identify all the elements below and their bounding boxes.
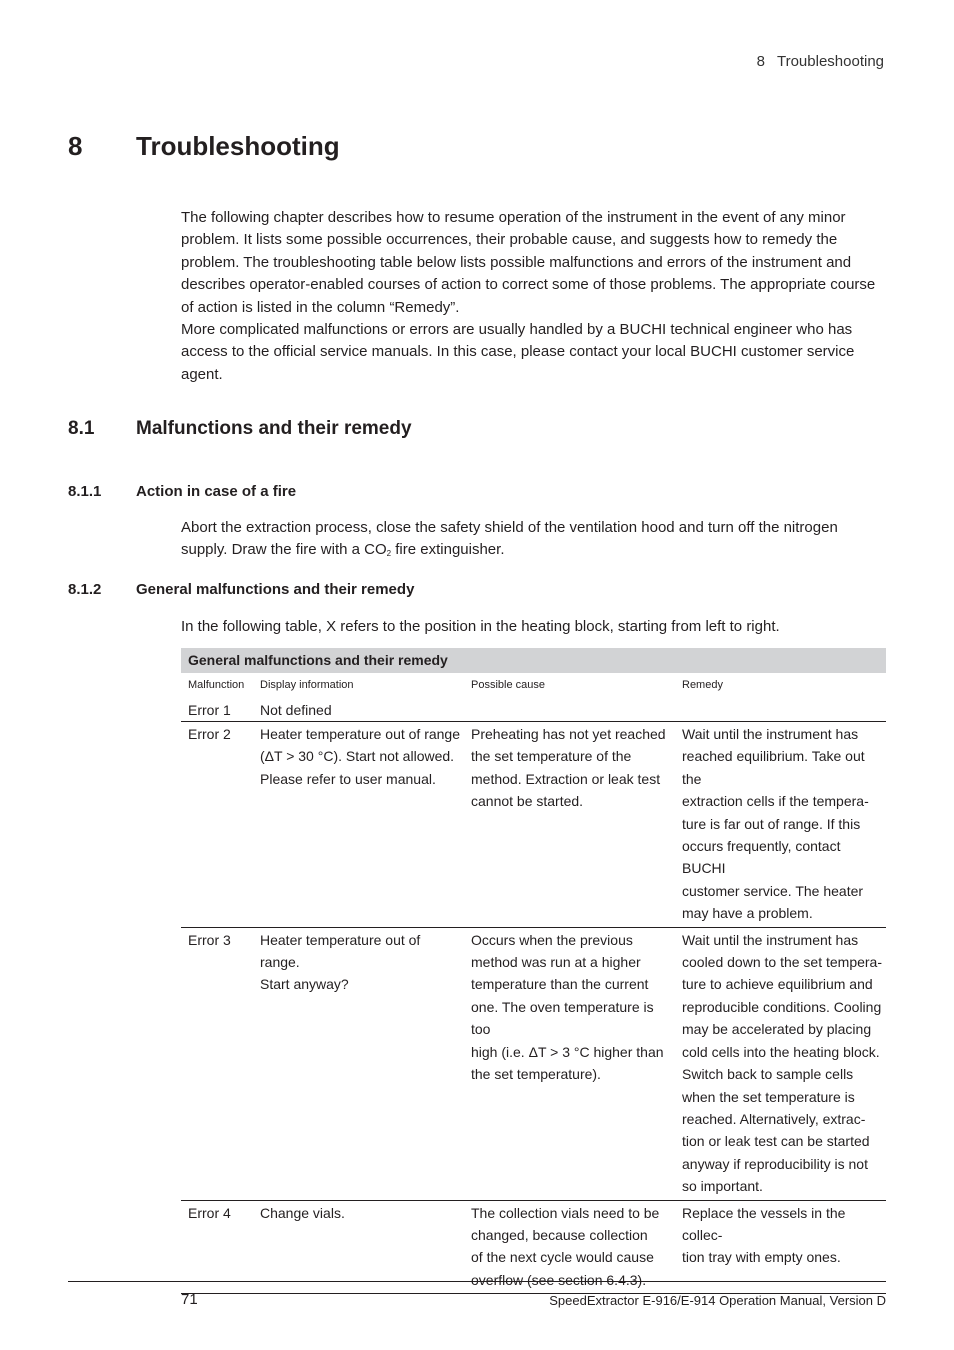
cell-line: Wait until the instrument has [682,726,859,742]
cell-line: Wait until the instrument has [682,931,859,948]
cell-line: extraction cells if the tempera- [682,793,869,810]
cell-remedy [675,722,886,925]
cell-malfunction: Error 4 [188,1204,231,1221]
running-header-title: Troubleshooting [776,53,884,70]
intro-paragraph-1: The following chapter describes how to resume operation of the instrument in the event of any minor problem. It lists some possible occurrences, their probable cause, and suggests how to remedy the problem. The troubleshooting table below lists possible malfunctions and errors of the instrument and describes operator-enabled courses of action to correct some of those problems. The appropriate course of action is listed in the column “Remedy”. [181,209,876,316]
cell-display: Not defined [260,702,332,718]
cell-remedy [675,928,886,1198]
table-row [181,722,886,928]
co2-subscript: 2 [386,549,392,559]
cell-line: temperature than the current [471,976,649,993]
subsection-number: 8.1.2 [68,581,102,598]
cell-line: method. Extraction or leak test [471,770,661,787]
table-intro-text: In the following table, X refers to the position in the heating block, starting from left to right. [181,618,780,635]
cell-malfunction: Error 3 [188,931,231,948]
cell-cause [464,1201,675,1292]
fire-text-end: fire extinguisher. [391,541,505,559]
cell-line: reached equilibrium. Take out the [682,748,865,787]
cell-line: changed, because collection [471,1226,648,1243]
intro-paragraph-2: More complicated malfunctions or errors are usually handled by a BUCHI technical engineer who has access to the official service manuals. In this case, please contact your local BUCHI customer service agent. [181,321,855,383]
cell-malfunction: Error 1 [188,702,231,718]
cell-line: anyway if reproducibility is not [682,1155,868,1172]
cell-line: Replace the vessels in the collec- [682,1204,846,1243]
cell-line: reproducible conditions. Cooling [682,998,882,1015]
section-number: 8.1 [68,418,95,439]
header-possible-cause: Possible cause [471,679,545,691]
running-header [757,53,884,70]
cell-cause [464,928,675,1198]
cell-line: may have a problem. [682,905,813,922]
cell-line: Please refer to user manual. [260,770,436,787]
intro-text [181,207,886,386]
manual-title: SpeedExtractor E-916/E-914 Operation Manual, Version D [549,1293,886,1308]
chapter-heading [68,131,340,162]
cell-line: cold cells into the heating block. [682,1043,880,1060]
chapter-title: Troubleshooting [136,131,340,161]
cell-line: Preheating has not yet reached [471,726,666,742]
cell-line: occurs frequently, contact BUCHI [682,838,841,877]
subsection-title: Action in case of a fire [136,483,297,500]
cell-line: of the next cycle would cause [471,1249,654,1266]
table-row [181,698,886,722]
header-malfunction: Malfunction [188,679,245,691]
fire-text-main: Abort the extraction process, close the safety shield of the ventilation hood and turn off the nitrogen supply. Draw the fire with a CO [181,519,838,559]
running-header-number: 8 [756,53,765,70]
cell-display [253,928,464,1198]
cell-line: method was run at a higher [471,954,641,971]
cell-display [253,1201,464,1292]
cell-line: tion tray with empty ones. [682,1249,841,1266]
cell-display [253,722,464,925]
cell-line: Heater temperature out of range [260,726,461,742]
cell-line: so important. [682,1178,763,1195]
cell-line: (ΔT > 30 °C). Start not allowed. [260,748,455,765]
subsection-title: General malfunctions and their remedy [136,581,415,598]
table-header-row [181,673,886,698]
cell-line: tion or leak test can be started [682,1133,870,1150]
cell-line: customer service. The heater [682,882,864,899]
page-number: 71 [181,1291,198,1308]
fire-instructions [181,517,886,566]
cell-line: ture is far out of range. If this [682,815,861,832]
cell-line: The collection vials need to be [471,1204,660,1221]
cell-remedy [675,698,886,721]
cell-line: overflow (see section 6.4.3). [471,1271,647,1288]
section-title: Malfunctions and their remedy [136,418,412,439]
table-row [181,928,886,1201]
cell-line: the set temperature). [471,1066,601,1083]
cell-line: ture to achieve equilibrium and [682,976,873,993]
malfunctions-table [181,648,886,1294]
footer-divider [68,1281,886,1282]
cell-line: cooled down to the set tempera- [682,954,883,971]
subsection-number: 8.1.1 [68,483,102,500]
cell-line: Heater temperature out of range. [260,931,421,971]
chapter-number: 8 [68,131,83,161]
cell-line: Occurs when the previous [471,931,633,948]
cell-line: reached. Alternatively, extrac- [682,1110,866,1127]
cell-cause [464,698,675,721]
cell-line: cannot be started. [471,793,584,810]
cell-line: Switch back to sample cells [682,1066,854,1083]
section-8-1-2-heading [68,581,414,598]
cell-remedy [675,1201,886,1292]
header-display-information: Display information [260,679,354,691]
table-title: General malfunctions and their remedy [181,648,886,673]
cell-line: when the set temperature is [682,1088,855,1105]
section-8-1-1-heading [68,483,296,500]
cell-line: one. The oven temperature is too [471,998,654,1038]
cell-line: high (i.e. ΔT > 3 °C higher than [471,1043,664,1060]
cell-line: Start anyway? [260,976,349,993]
cell-malfunction: Error 2 [188,726,231,742]
cell-cause [464,722,675,925]
header-remedy: Remedy [682,679,723,691]
cell-line: may be accelerated by placing [682,1021,872,1038]
cell-line: Change vials. [260,1204,345,1221]
section-8-1-heading [68,418,412,440]
cell-line: the set temperature of the [471,748,632,765]
